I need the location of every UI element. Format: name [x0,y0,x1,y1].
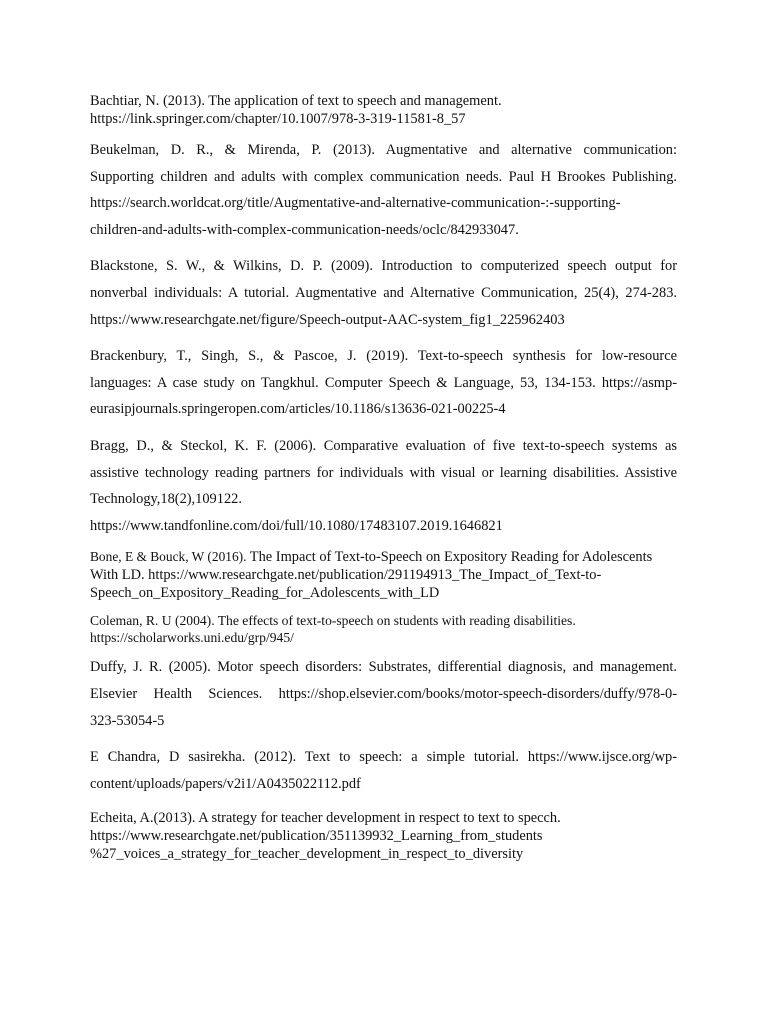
reference-text: Duffy, J. R. (2005). Motor speech disorders: Substrates, differential diagnosis, and management. [90,659,677,676]
reference-authors: Bone, E & Bouck, W (2016). [90,549,247,565]
reference-text: Technology,18(2),109122. [90,491,242,508]
reference-url: eurasipjournals.springeropen.com/articles/10.1186/s13636-021-00225-4 [90,401,506,418]
reference-entry-duffy [90,654,677,734]
reference-text: E Chandra, D sasirekha. (2012). Text to speech: a simple tutorial. https://www.ijsce.org/wp- [90,749,677,766]
reference-entry-beukelman [90,137,677,243]
reference-url: Speech_on_Expository_Reading_for_Adolescents_with_LD [90,585,440,602]
reference-text: Brackenbury, T., Singh, S., & Pascoe, J. (2019). Text-to-speech synthesis for low-resource [90,348,677,365]
reference-text: assistive technology reading partners for individuals with visual or learning disabilities. Assistive [90,464,677,481]
reference-text: Bachtiar, N. (2013). The application of text to speech and management. [90,93,502,109]
reference-text: Beukelman, D. R., & Mirenda, P. (2013). Augmentative and alternative communication: [90,142,677,158]
reference-url: 323-53054-5 [90,712,165,729]
reference-entry-bachtiar [90,92,677,128]
reference-url: %27_voices_a_strategy_for_teacher_development_in_respect_to_diversity [90,846,524,863]
reference-text: languages: A case study on Tangkhul. Computer Speech & Language, 53, 134-153. https://asmp- [90,374,677,391]
reference-entry-bone [90,548,677,602]
reference-text: Echeita, A.(2013). A strategy for teacher development in respect to text to specch. [90,810,561,827]
reference-url: https://link.springer.com/chapter/10.1007/978-3-319-11581-8_57 [90,111,466,127]
reference-entry-blackstone [90,253,677,333]
reference-entry-bragg [90,433,677,539]
reference-url: https://scholarworks.uni.edu/grp/945/ [90,630,294,646]
reference-text: Blackstone, S. W., & Wilkins, D. P. (2009). Introduction to computerized speech output for [90,258,677,275]
reference-url: https://www.researchgate.net/publication/351139932_Learning_from_students [90,828,543,845]
reference-url: With LD. https://www.researchgate.net/publication/291194913_The_Impact_of_Text-to- [90,567,602,584]
reference-entry-brackenbury [90,343,677,423]
reference-url: content/uploads/papers/v2i1/A0435022112.pdf [90,775,361,792]
reference-url: https://search.worldcat.org/title/Augmentative-and-alternative-communication-:-supporting- [90,195,621,212]
reference-text: Supporting children and adults with complex communication needs. Paul H Brookes Publishing. [90,168,677,185]
reference-text: Bragg, D., & Steckol, K. F. (2006). Comparative evaluation of five text-to-speech systems as [90,437,677,454]
reference-entry-echeita [90,809,677,863]
reference-list [90,92,677,863]
reference-entry-chandra [90,744,677,797]
reference-title: The Impact of Text-to-Speech on Expository Reading for Adolescents [246,549,653,566]
reference-text [90,548,677,566]
reference-url: children-and-adults-with-complex-communication-needs/oclc/842933047. [90,221,519,238]
reference-text: Coleman, R. U (2004). The effects of text-to-speech on students with reading disabilities. [90,613,576,629]
reference-entry-coleman [90,612,677,646]
reference-text: Elsevier Health Sciences. https://shop.elsevier.com/books/motor-speech-disorders/duffy/978-0- [90,685,677,702]
reference-text: nonverbal individuals: A tutorial. Augmentative and Alternative Communication, 25(4), 274-283. [90,284,677,301]
reference-url: https://www.researchgate.net/figure/Speech-output-AAC-system_fig1_225962403 [90,311,565,328]
reference-url: https://www.tandfonline.com/doi/full/10.1080/17483107.2019.1646821 [90,517,503,534]
